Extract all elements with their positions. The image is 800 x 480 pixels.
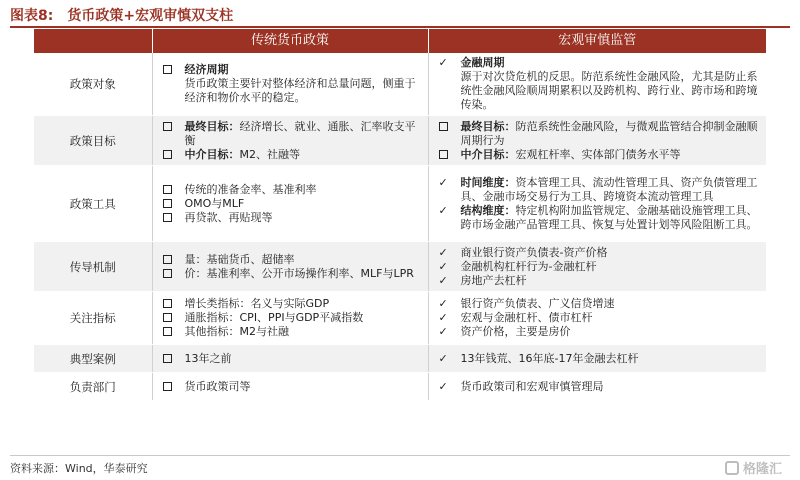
macroprudential-cell [428,242,766,292]
checkbox-square-icon [163,297,179,312]
item-lead: 金融周期 [460,56,505,69]
item-text: 银行资产负债表、广义信贷增速 [460,297,615,310]
list-item [161,253,420,267]
table-row [34,166,766,242]
checkbox-square-icon [163,299,172,308]
item-text: 资本管理工具、流动性管理工具、资产负债管理工具、金融市场交易行为工具、跨境资本流动管理工具 [460,175,758,203]
list-item [161,197,420,211]
list-item [437,148,759,162]
monetary-policy-cell [152,373,428,401]
item-text: OMO与MLF [184,196,245,210]
checkbox-square-icon [163,380,179,395]
watermark-text: 格隆汇 [742,462,782,477]
list-item [161,77,420,105]
item-text: 13年之前 [184,351,232,365]
list-item [161,267,420,281]
checkbox-square-icon [439,148,455,163]
list-item [437,352,759,366]
item-lead: 结构维度： [460,203,516,217]
row-label: 关注指标 [34,292,152,345]
list-item [161,148,420,162]
row-label: 负责部门 [34,373,152,401]
item-lead: 经济周期 [184,63,229,76]
figure-label: 图表8: [10,8,54,24]
list-item [437,311,759,325]
monetary-policy-cell [152,166,428,242]
macroprudential-cell [428,345,766,373]
list-item [437,70,759,112]
item-text: 货币政策主要针对整体经济和总量问题，侧重于经济和物价水平的稳定。 [184,77,416,104]
checkbox-square-icon [163,354,172,363]
table-row [34,373,766,401]
item-text: 量：基础货币、超储率 [184,252,295,266]
row-label: 政策目标 [34,116,152,166]
item-text: 13年钱荒、16年底-17年金融去杠杆 [460,351,639,365]
checkbox-square-icon [163,352,179,367]
macroprudential-cell [428,373,766,401]
comparison-table [34,29,766,401]
list-item [437,260,759,274]
item-text: 经济增长、就业、通胀、汇率收支平衡 [184,119,416,147]
item-lead: 最终目标： [460,119,516,133]
checkbox-square-icon [163,269,172,278]
checkmark-icon: ✓ [438,259,448,273]
item-text: 资产价格，主要是房价 [460,325,571,338]
list-item [437,246,759,260]
checkmark-icon: ✓ [438,379,448,393]
header-blank [34,29,152,53]
list-item [437,274,759,288]
monetary-policy-cell [152,116,428,166]
item-text: 货币政策司和宏观审慎管理局 [460,379,604,393]
checkbox-square-icon [163,197,179,212]
item-text: 特定机构附加监管规定、金融基础设施管理工具、跨市场金融产品管理工具、恢复与处置计划等风险阻断工具。 [460,203,758,231]
checkmark-icon: ✓ [438,273,448,287]
item-text: M2、社融等 [239,147,300,161]
logo-icon [725,461,739,475]
checkmark-icon: ✓ [438,297,448,310]
checkbox-square-icon [163,183,179,198]
figure-title: 货币政策+宏观审慎双支柱 [67,8,234,24]
checkbox-square-icon [163,311,179,326]
list-item [161,63,420,77]
item-text: 其他指标：M2与社融 [184,325,289,338]
list-item [161,352,420,366]
checkbox-square-icon [163,63,179,78]
monetary-policy-cell [152,242,428,292]
item-text: 房地产去杠杆 [460,273,527,287]
header-macroprudential: 宏观审慎监管 [428,29,766,53]
figure-title-bar [10,4,790,28]
monetary-policy-cell [152,292,428,345]
watermark-logo [725,458,782,477]
checkbox-square-icon [439,122,448,131]
list-item [437,120,759,148]
macroprudential-cell [428,292,766,345]
item-lead: 中介目标： [460,147,516,161]
list-item [161,183,420,197]
list-item [437,380,759,394]
checkbox-square-icon [163,199,172,208]
checkbox-square-icon [163,327,172,336]
checkbox-square-icon [163,325,179,340]
table-row [34,242,766,292]
checkbox-square-icon [163,213,172,222]
list-item [437,56,759,70]
checkbox-square-icon [163,65,172,74]
row-label: 传导机制 [34,242,152,292]
item-text: 再贷款、再贴现等 [184,210,273,224]
table-row [34,292,766,345]
checkbox-square-icon [163,255,172,264]
item-text: 商业银行资产负债表-资产价格 [460,245,608,259]
bottom-rule [10,455,790,456]
monetary-policy-cell [152,345,428,373]
checkbox-square-icon [163,267,179,282]
item-text: 传统的准备金率、基准利率 [184,182,317,196]
list-item [437,297,759,311]
item-text: 增长类指标：名义与实际GDP [184,297,330,310]
checkmark-icon: ✓ [438,203,448,217]
list-item [161,325,420,339]
macroprudential-cell [428,166,766,242]
list-item [161,297,420,311]
item-text: 宏观与金融杠杆、债市杠杆 [460,311,593,324]
row-label: 典型案例 [34,345,152,373]
item-text: 防范系统性金融风险，与微观监管结合抑制金融顺周期行为 [460,119,758,147]
list-item [161,311,420,325]
macroprudential-cell [428,53,766,116]
checkbox-square-icon [163,253,179,268]
list-item [161,120,420,148]
row-label: 政策工具 [34,166,152,242]
item-text: 通胀指标：CPI、PPI与GDP平减指数 [184,311,364,324]
list-item [437,204,759,232]
item-text: 货币政策司等 [184,379,251,393]
item-text: 源于对次贷危机的反思。防范系统性金融风险，尤其是防止系统性金融风险顺周期累积以及跨机构、跨行业、跨市场和跨境传染。 [460,70,758,111]
checkmark-icon: ✓ [438,175,448,189]
monetary-policy-cell [152,53,428,116]
item-text: 价：基准利率、公开市场操作利率、MLF与LPR [184,266,414,280]
checkbox-square-icon [163,122,172,131]
checkbox-square-icon [163,382,172,391]
checkbox-square-icon [163,211,179,226]
checkmark-icon: ✓ [438,56,448,69]
item-lead: 最终目标： [184,119,240,133]
list-item [161,380,420,394]
item-lead: 时间维度： [460,175,516,189]
item-lead: 中介目标： [184,147,240,161]
macroprudential-cell [428,116,766,166]
checkbox-square-icon [439,150,448,159]
checkmark-icon: ✓ [438,245,448,259]
source-note: 资料来源：Wind，华泰研究 [10,462,148,475]
table-row [34,116,766,166]
checkmark-icon: ✓ [438,351,448,365]
list-item [437,325,759,339]
table-header-row [34,29,766,53]
row-label: 政策对象 [34,53,152,116]
checkbox-square-icon [439,120,455,135]
table-row [34,53,766,116]
checkbox-square-icon [163,120,179,135]
item-text: 金融机构杠杆行为-金融杠杆 [460,259,597,273]
checkmark-icon: ✓ [438,325,448,338]
checkbox-square-icon [163,313,172,322]
checkbox-square-icon [163,150,172,159]
header-monetary-policy: 传统货币政策 [152,29,428,53]
list-item [161,211,420,225]
checkmark-icon: ✓ [438,311,448,324]
checkbox-square-icon [163,185,172,194]
list-item [437,176,759,204]
table-row [34,345,766,373]
checkbox-square-icon [163,148,179,163]
item-text: 宏观杠杆率、实体部门债务水平等 [515,147,681,161]
